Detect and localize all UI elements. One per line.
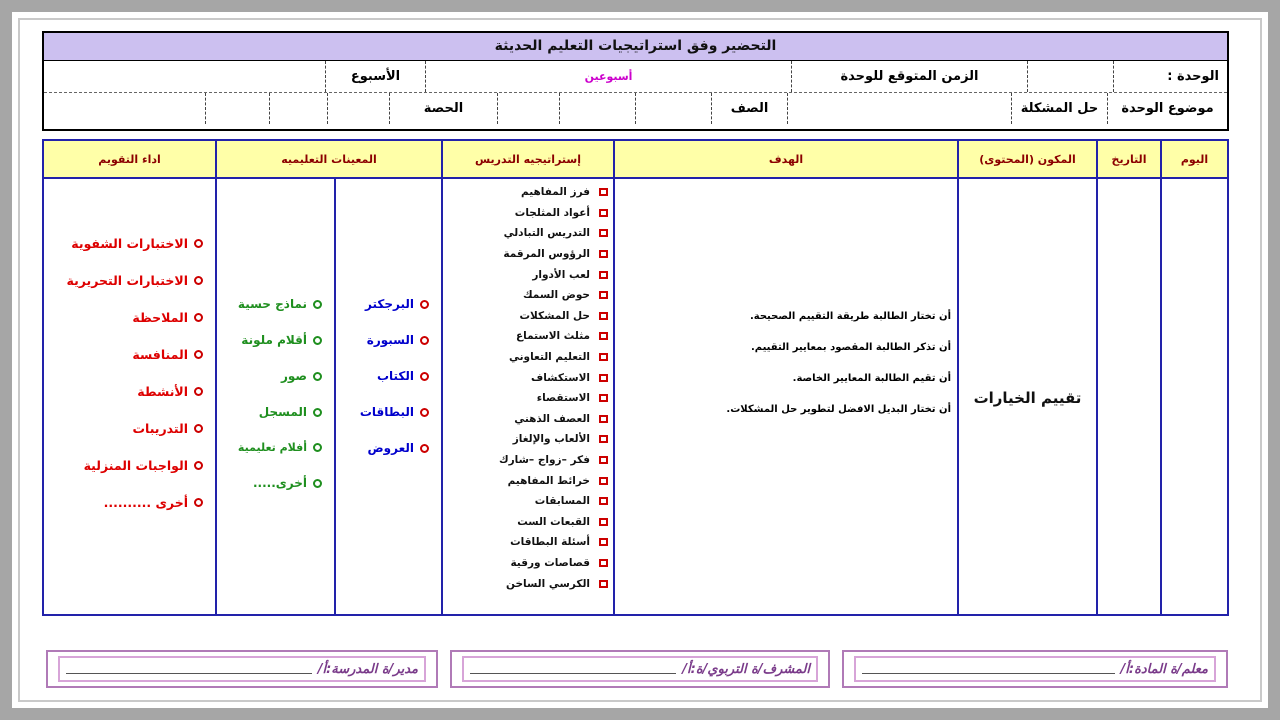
radio-icon[interactable]: [194, 276, 203, 285]
strategy-item[interactable]: الكرسي الساخن: [443, 573, 608, 594]
strategy-item[interactable]: الاستقصاء: [443, 388, 608, 409]
evaluation-item[interactable]: المنافسة: [44, 347, 203, 362]
cell-date[interactable]: [1096, 179, 1160, 616]
evaluation-item[interactable]: الاختبارات التحريرية: [44, 273, 203, 288]
radio-icon[interactable]: [420, 444, 429, 453]
period-value-3[interactable]: [205, 93, 269, 124]
radio-icon[interactable]: [313, 479, 322, 488]
checkbox-icon[interactable]: [599, 374, 608, 382]
week-label: الأسبوع: [325, 61, 425, 92]
header-evaluation: اداء التقويم: [44, 141, 215, 177]
period-value-4[interactable]: [44, 93, 205, 124]
supervisor-signature-box: [450, 650, 830, 688]
radio-icon[interactable]: [313, 372, 322, 381]
strategy-item[interactable]: فرز المفاهيم: [443, 182, 608, 203]
supervisor-signature-label: المشرف/ة التربوي/ة:أ/: [682, 661, 810, 677]
aid-item[interactable]: المسجل: [217, 405, 322, 419]
cell-strategies: [441, 179, 613, 616]
checkbox-icon[interactable]: [599, 332, 608, 340]
evaluation-item[interactable]: الملاحظة: [44, 310, 203, 325]
period-label: الحصة: [389, 93, 497, 124]
radio-icon[interactable]: [194, 424, 203, 433]
header-aids: المعينات التعليميه: [215, 141, 441, 177]
expected-time-value: أسبوعين: [425, 61, 791, 92]
strategy-item[interactable]: المسابقات: [443, 491, 608, 512]
checkbox-icon[interactable]: [599, 415, 608, 423]
teacher-signature[interactable]: [854, 656, 1216, 682]
supervisor-signature[interactable]: [462, 656, 818, 682]
cell-evaluation: [44, 179, 215, 616]
aid-item[interactable]: البطاقات: [336, 405, 429, 419]
evaluation-item[interactable]: الواجبات المنزلية: [44, 458, 203, 473]
teacher-signature-line: [862, 673, 1115, 674]
teacher-signature-box: [842, 650, 1228, 688]
aid-item[interactable]: الكتاب: [336, 369, 429, 383]
checkbox-icon[interactable]: [599, 188, 608, 196]
goal-item: أن تقيم الطالبة المعايير الخاصة.: [792, 373, 951, 384]
evaluation-item[interactable]: أخرى ..........: [44, 495, 203, 510]
goal-item: أن تختار البديل الافضل لتطوير حل المشكلات.: [726, 404, 951, 415]
goal-item: أن تختار الطالبة طريقة التقييم الصحيحة.: [749, 311, 951, 322]
strategy-item[interactable]: العصف الذهني: [443, 409, 608, 430]
evaluation-item[interactable]: التدريبات: [44, 421, 203, 436]
strategy-item[interactable]: التدريس التبادلي: [443, 223, 608, 244]
goal-item: أن تذكر الطالبة المقصود بمعايير التقييم.: [750, 342, 951, 353]
header-row-topic: [44, 93, 1227, 124]
period-value-2[interactable]: [269, 93, 327, 124]
radio-icon[interactable]: [194, 239, 203, 248]
radio-icon[interactable]: [194, 461, 203, 470]
header-row-unit: [44, 61, 1227, 93]
header-goal: الهدف: [613, 141, 957, 177]
strategy-item[interactable]: الاستكشاف: [443, 367, 608, 388]
class-value-3[interactable]: [497, 93, 559, 124]
radio-icon[interactable]: [313, 443, 322, 452]
class-label: الصف: [711, 93, 787, 124]
radio-icon[interactable]: [194, 350, 203, 359]
checkbox-icon[interactable]: [599, 580, 608, 588]
strategy-item[interactable]: فكر –زواج –شارك: [443, 450, 608, 471]
evaluation-item[interactable]: الاختبارات الشفوية: [44, 236, 203, 251]
strategy-item[interactable]: أعواد المثلجات: [443, 203, 608, 224]
aids-green-column: [217, 179, 334, 616]
evaluation-item[interactable]: الأنشطة: [44, 384, 203, 399]
radio-icon[interactable]: [420, 336, 429, 345]
week-value[interactable]: [44, 61, 325, 92]
cell-goals: [613, 179, 957, 616]
class-value-1[interactable]: [635, 93, 711, 124]
cell-day[interactable]: [1160, 179, 1227, 616]
radio-icon[interactable]: [313, 300, 322, 309]
topic-blank[interactable]: [787, 93, 1011, 124]
principal-signature-line: [66, 673, 312, 674]
aids-columns: [217, 179, 441, 616]
aid-item[interactable]: صور: [217, 369, 322, 383]
strategy-item[interactable]: القبعات الست: [443, 512, 608, 533]
cell-aids: [215, 179, 441, 616]
radio-icon[interactable]: [194, 387, 203, 396]
strategy-item[interactable]: قصاصات ورقية: [443, 553, 608, 574]
teacher-signature-label: معلم/ة المادة:أ/: [1120, 661, 1208, 677]
principal-signature-box: [46, 650, 438, 688]
strategy-item[interactable]: مثلث الاستماع: [443, 326, 608, 347]
class-value-2[interactable]: [559, 93, 635, 124]
lesson-plan-page: [24, 24, 1256, 696]
checkbox-icon[interactable]: [599, 559, 608, 567]
unit-value[interactable]: [1027, 61, 1113, 92]
aid-item[interactable]: أفلام تعليمية: [217, 441, 322, 454]
strategy-item[interactable]: الرؤوس المرقمة: [443, 244, 608, 265]
principal-signature-label: مدير/ة المدرسة:أ/: [317, 661, 418, 677]
header-content: المكون (المحتوى): [957, 141, 1096, 177]
strategy-item[interactable]: حوض السمك: [443, 285, 608, 306]
checkbox-icon[interactable]: [599, 312, 608, 320]
checkbox-icon[interactable]: [599, 435, 608, 443]
strategy-item[interactable]: التعليم التعاوني: [443, 347, 608, 368]
aid-item[interactable]: العروض: [336, 441, 429, 455]
expected-time-label: الزمن المتوقع للوحدة: [791, 61, 1027, 92]
radio-icon[interactable]: [194, 498, 203, 507]
checkbox-icon[interactable]: [599, 353, 608, 361]
aid-item[interactable]: أخرى.....: [217, 476, 322, 490]
checkbox-icon[interactable]: [599, 250, 608, 258]
checkbox-icon[interactable]: [599, 209, 608, 217]
radio-icon[interactable]: [420, 372, 429, 381]
strategy-item[interactable]: خرائط المفاهيم: [443, 470, 608, 491]
radio-icon[interactable]: [313, 408, 322, 417]
unit-label: الوحدة :: [1113, 61, 1227, 92]
aid-item[interactable]: السبورة: [336, 333, 429, 347]
checkbox-icon[interactable]: [599, 291, 608, 299]
strategy-item[interactable]: لعب الأدوار: [443, 264, 608, 285]
checkbox-icon[interactable]: [599, 518, 608, 526]
page-title: التحضير وفق استراتيجيات التعليم الحديثة: [44, 33, 1227, 61]
strategy-item[interactable]: حل المشكلات: [443, 306, 608, 327]
checkbox-icon[interactable]: [599, 477, 608, 485]
table-body-row: [44, 179, 1227, 616]
strategy-item[interactable]: أسئلة البطاقات: [443, 532, 608, 553]
period-value-1[interactable]: [327, 93, 389, 124]
header-box: [42, 31, 1229, 131]
checkbox-icon[interactable]: [599, 456, 608, 464]
header-strategy: إستراتيجيه التدريس: [441, 141, 613, 177]
checkbox-icon[interactable]: [599, 497, 608, 505]
principal-signature[interactable]: [58, 656, 426, 682]
checkbox-icon[interactable]: [599, 271, 608, 279]
header-date: التاريخ: [1096, 141, 1160, 177]
checkbox-icon[interactable]: [599, 229, 608, 237]
strategy-item[interactable]: الألعاب والإلغاز: [443, 429, 608, 450]
aid-item[interactable]: نماذج حسية: [217, 297, 322, 311]
topic-value: حل المشكلة: [1011, 93, 1107, 124]
radio-icon[interactable]: [313, 336, 322, 345]
radio-icon[interactable]: [420, 300, 429, 309]
aid-item[interactable]: البرجكتر: [336, 297, 429, 311]
checkbox-icon[interactable]: [599, 394, 608, 402]
topic-label: موضوع الوحدة: [1107, 93, 1227, 124]
table-header-row: [44, 141, 1227, 179]
cell-content: تقييم الخيارات: [957, 179, 1096, 616]
lesson-table: [42, 139, 1229, 616]
supervisor-signature-line: [470, 673, 676, 674]
aid-item[interactable]: أقلام ملونة: [217, 333, 322, 347]
radio-icon[interactable]: [194, 313, 203, 322]
checkbox-icon[interactable]: [599, 538, 608, 546]
header-day: اليوم: [1160, 141, 1227, 177]
radio-icon[interactable]: [420, 408, 429, 417]
aids-blue-column: [334, 179, 441, 616]
